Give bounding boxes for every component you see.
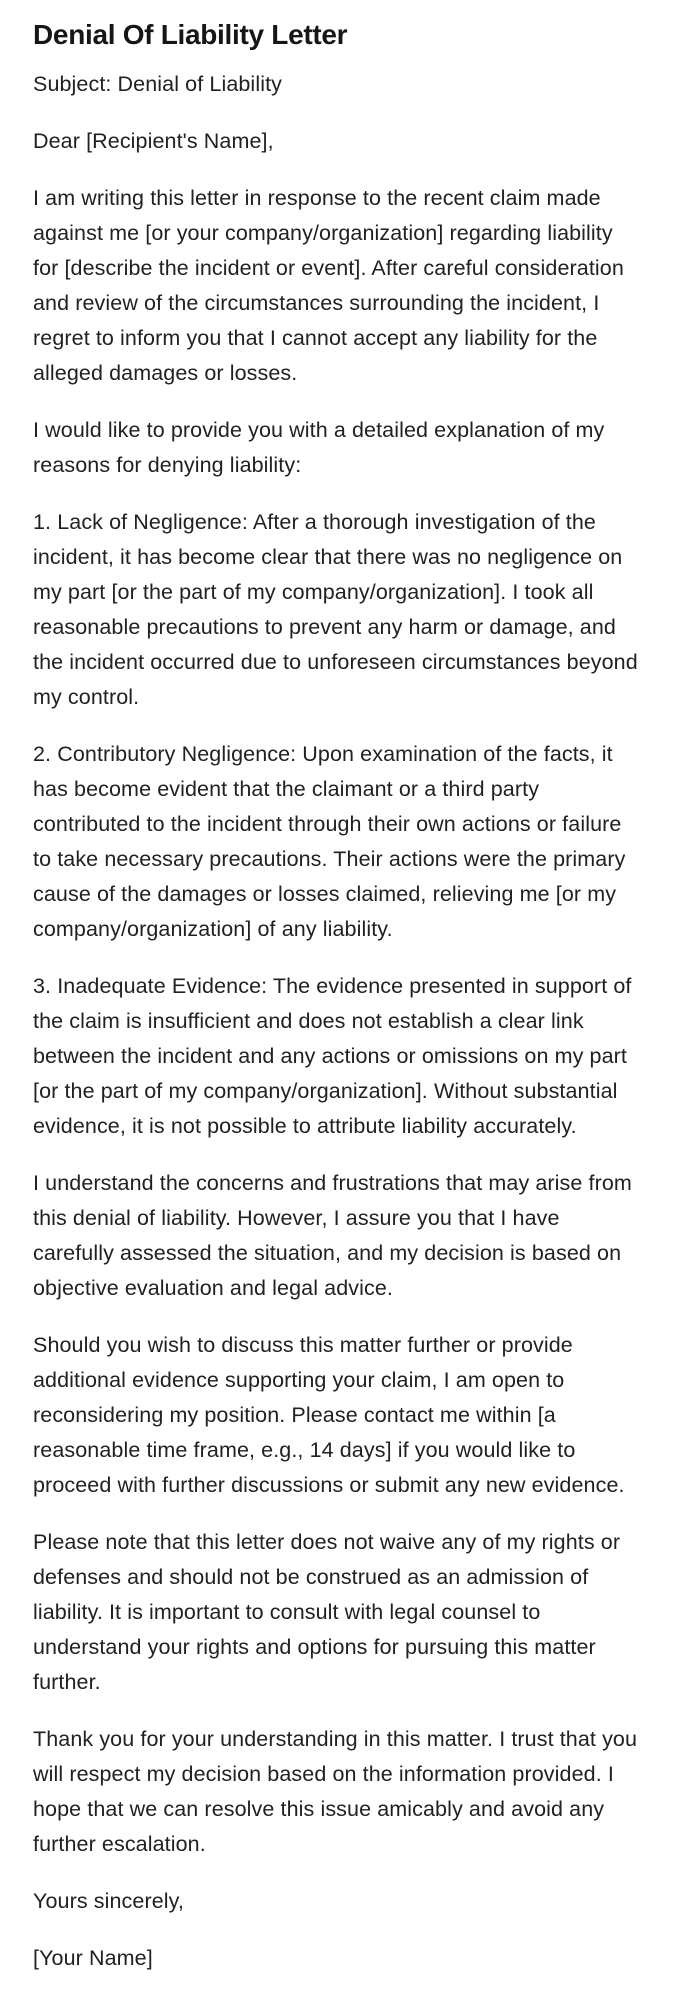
closing: Yours sincerely, xyxy=(33,1889,184,1913)
letter-paragraph: Thank you for your understanding in this matter. I trust that you will respect my decision based on the information provided. I hope that we can resolve this issue amicably and avoid any further escalation. xyxy=(33,1727,638,1856)
salutation: Dear [Recipient's Name], xyxy=(33,129,274,153)
letter-paragraph: 2. Contributory Negligence: Upon examination of the facts, it has become evident that the claimant or a third party contributed to the incident through their own actions or failure to take necessary precautions. Their actions were the primary cause of the damages or losses claimed, relieving me [or my company/organization] of any liability. xyxy=(33,742,626,941)
signature: [Your Name] xyxy=(33,1946,153,1970)
letter-paragraph: 3. Inadequate Evidence: The evidence presented in support of the claim is insufficient and does not establish a clear link between the incident and any actions or omissions on my part [or the part of my company/organization]. Without substantial evidence, it is not possible to attribute liability accurately. xyxy=(33,974,632,1138)
letter-paragraph: I would like to provide you with a detailed explanation of my reasons for denying liability: xyxy=(33,418,605,477)
page-title: Denial Of Liability Letter xyxy=(33,19,348,50)
subject-line: Subject: Denial of Liability xyxy=(33,72,282,96)
letter-paragraph: 1. Lack of Negligence: After a thorough investigation of the incident, it has become clear that there was no negligence on my part [or the part of my company/organization]. I took all reasonable precautions to prevent any harm or damage, and the incident occurred due to unforeseen circumstances beyond my control. xyxy=(33,510,638,709)
letter-paragraph: I am writing this letter in response to the recent claim made against me [or your company/organization] regarding liability for [describe the incident or event]. After careful consideration and review of the circumstances surrounding the incident, I regret to inform you that I cannot accept any liability for the alleged damages or losses. xyxy=(33,186,624,385)
letter-paragraph: Please note that this letter does not waive any of my rights or defenses and should not be construed as an admission of liability. It is important to consult with legal counsel to understand your rights and options for pursuing this matter further. xyxy=(33,1530,621,1694)
letter-paragraph: I understand the concerns and frustrations that may arise from this denial of liability. However, I assure you that I have carefully assessed the situation, and my decision is based on objective evaluation and legal advice. xyxy=(33,1171,632,1300)
letter-paragraph: Should you wish to discuss this matter further or provide additional evidence supporting your claim, I am open to reconsidering my position. Please contact me within [a reasonable time frame, e.g., 14 days] if you would like to proceed with further discussions or submit any new evidence. xyxy=(33,1333,625,1497)
